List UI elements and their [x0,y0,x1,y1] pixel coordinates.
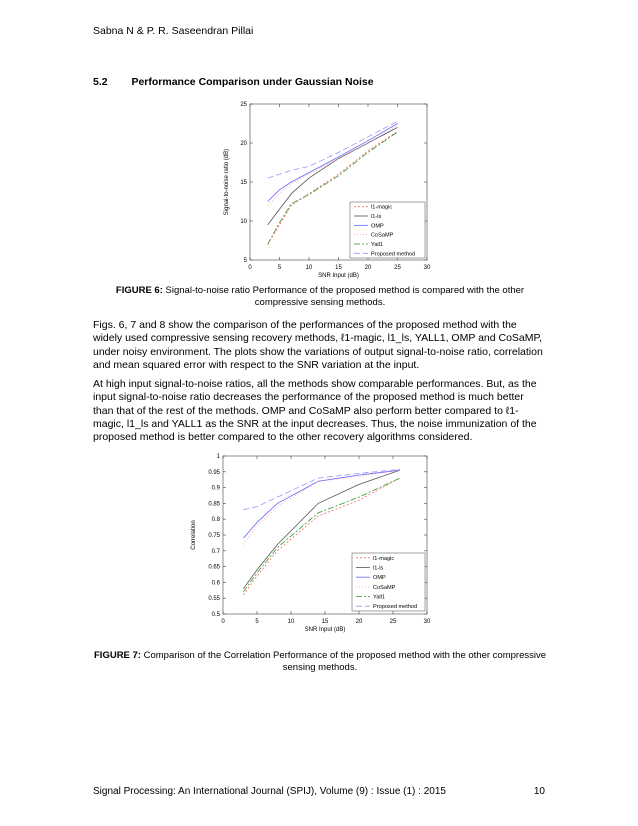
y-tick-label: 0.75 [208,533,220,539]
x-tick-label: 0 [248,265,252,271]
y-tick-label: 0.95 [208,469,220,476]
paragraph-2 [93,378,545,444]
x-tick-label: 5 [255,619,259,625]
paragraph-1-line4: and mean squared error with respect to the SNR variation at the input. [93,358,420,371]
x-tick-label: 30 [423,265,431,271]
y-axis-label: Signal-to-noise ratio (dB) [224,148,230,216]
y-tick-label: 0.9 [211,485,220,492]
paragraph-2-line4: magic, l1_ls and YALL1 as the SNR at the input decreases. Thus, the noise immunization of the [93,417,537,430]
y-tick-label: 0.7 [211,548,220,555]
paragraph-2-line2: input signal-to-noise ratio decreases the performance of the proposed method is much better [93,391,524,404]
legend-label: Yall1 [373,594,386,601]
legend-label: CoSaMP [371,232,394,239]
x-axis-label: SNR Input (dB) [304,627,346,633]
legend-label: Proposed method [371,251,416,258]
figure-7-caption-line1: Comparison of the Correlation Performance of the proposed method with the other compressive [143,650,546,661]
x-tick-label: 25 [389,619,397,625]
legend-label: l1-ls [371,214,382,220]
figure-6-snr-chart [190,98,440,288]
y-tick-label: 0.55 [208,596,220,603]
y-tick-label: 0.65 [208,564,220,571]
figure-7-caption [90,650,550,674]
y-tick-label: 0.5 [211,612,220,618]
paragraph-1-line2: widely used compressive sensing recovery methods, ℓ1-magic, l1_ls, YALL1, OMP and CoSaMP, [93,332,543,345]
x-tick-label: 20 [355,619,363,625]
figure-7-caption-line2: sensing methods. [282,662,358,673]
section-heading [93,76,374,88]
legend-label: l1-magic [373,555,395,562]
x-tick-label: 20 [364,265,372,271]
section-number: 5.2 [93,76,108,88]
paragraph-2-line5: proposed method is better compared to the other recovery algorithms considered. [93,431,473,444]
paragraph-2-line1: At high input signal-to-noise ratios, all the methods show comparable performances. But, as the [93,378,537,390]
figure-7-label: FIGURE 7: [94,650,141,661]
page-header-authors: Sabna N & P. R. Saseendran Pillai [93,25,254,37]
y-tick-label: 1 [216,454,220,460]
y-tick-label: 15 [240,180,247,186]
x-tick-label: 10 [305,265,313,271]
legend-label: OMP [371,223,384,230]
paragraph-1-line1: Figs. 6, 7 and 8 show the comparison of the performances of the proposed method with the [93,319,517,331]
figure-6-caption-line2: compressive sensing methods. [254,297,386,308]
y-tick-label: 25 [240,102,247,108]
x-tick-label: 0 [221,619,225,625]
y-tick-label: 10 [240,219,247,225]
y-axis-label: Correlation [191,520,197,550]
y-tick-label: 20 [240,141,247,147]
figure-6-caption-line1: Signal-to-noise ratio Performance of the proposed method is compared with the other [165,285,525,296]
footer-journal: Signal Processing: An International Journal (SPIJ), Volume (9) : Issue (1) : 2015 [93,786,446,797]
figure-6-label: FIGURE 6: [115,285,163,296]
footer-page-number: 10 [533,786,545,797]
legend-label: l1-ls [373,565,384,572]
x-tick-label: 25 [394,265,401,271]
legend-label: Proposed method [373,604,418,611]
legend-label: OMP [373,575,386,582]
section-title: Performance Comparison under Gaussian Noise [131,76,374,88]
page-footer [93,786,545,797]
y-tick-label: 0.8 [211,517,220,524]
paragraph-1-line3: under noisy environment. The plots show the variations of output signal-to-noise ratio, correlation [93,345,543,358]
y-tick-label: 5 [243,258,247,264]
x-axis-label: SNR Input (dB) [318,273,359,279]
legend-label: Yall1 [371,242,384,248]
y-tick-label: 0.6 [211,580,220,587]
x-tick-label: 30 [423,619,431,625]
x-tick-label: 15 [321,619,329,625]
x-tick-label: 15 [335,265,342,271]
legend-label: CoSaMP [373,584,396,591]
x-tick-label: 10 [287,619,295,625]
x-tick-label: 5 [277,265,282,271]
figure-7-correlation-chart [180,450,440,640]
y-tick-label: 0.85 [208,501,220,508]
figure-6-caption [90,285,550,309]
paragraph-1 [93,319,545,372]
legend-label: l1-magic [371,204,393,211]
paragraph-2-line3: than that of the rest of the methods. OMP and CoSaMP also perform better compared to ℓ1- [93,404,519,417]
